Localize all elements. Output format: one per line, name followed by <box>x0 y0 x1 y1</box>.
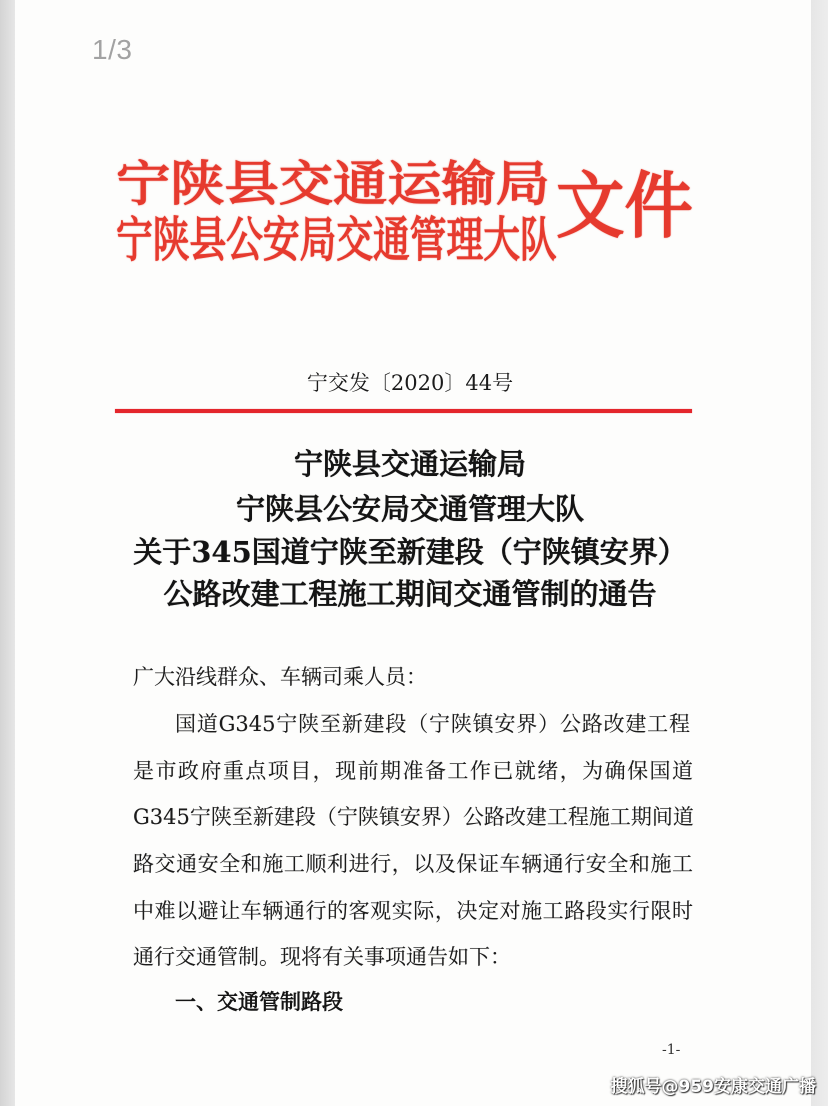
header-document-suffix: 文件 <box>556 164 693 248</box>
salutation: 广大沿线群众、车辆司乘人员： <box>133 665 427 689</box>
body-line-3: G345宁陕至新建段（宁陕镇安界）公路改建工程施工期间道 <box>133 805 694 829</box>
title-line-3: 关于345国道宁陕至新建段（宁陕镇安界） <box>133 535 687 569</box>
source-watermark: 搜狐号@959安康交通广播 <box>610 1077 816 1097</box>
document-number: 宁交发〔2020〕44号 <box>306 371 514 395</box>
body-line-5: 中难以避让车辆通行的客观实际，决定对施工路段实行限时 <box>133 899 693 923</box>
body-line-1: 国道G345宁陕至新建段（宁陕镇安界）公路改建工程 <box>175 712 690 736</box>
body-line-2: 是市政府重点项目，现前期准备工作已就绪，为确保国道 <box>133 759 693 783</box>
page-number: -1- <box>662 1042 681 1058</box>
section-heading: 一、交通管制路段 <box>175 990 343 1014</box>
body-line-4: 路交通安全和施工顺利进行，以及保证车辆通行安全和施工 <box>133 852 693 876</box>
header-issuer-line-1: 宁陕县交通运输局 <box>116 156 550 212</box>
title-line-1: 宁陕县交通运输局 <box>293 447 526 481</box>
page-indicator: 1/3 <box>92 34 133 65</box>
body-line-6: 通行交通管制。现将有关事项通告如下： <box>133 945 511 969</box>
red-divider-rule <box>115 409 692 413</box>
title-line-4: 公路改建工程施工期间交通管制的通告 <box>163 577 657 611</box>
title-line-2: 宁陕县公安局交通管理大队 <box>235 492 584 526</box>
header-issuer-line-2: 宁陕县公安局交通管理大队 <box>116 212 557 268</box>
document-page <box>15 0 811 1106</box>
